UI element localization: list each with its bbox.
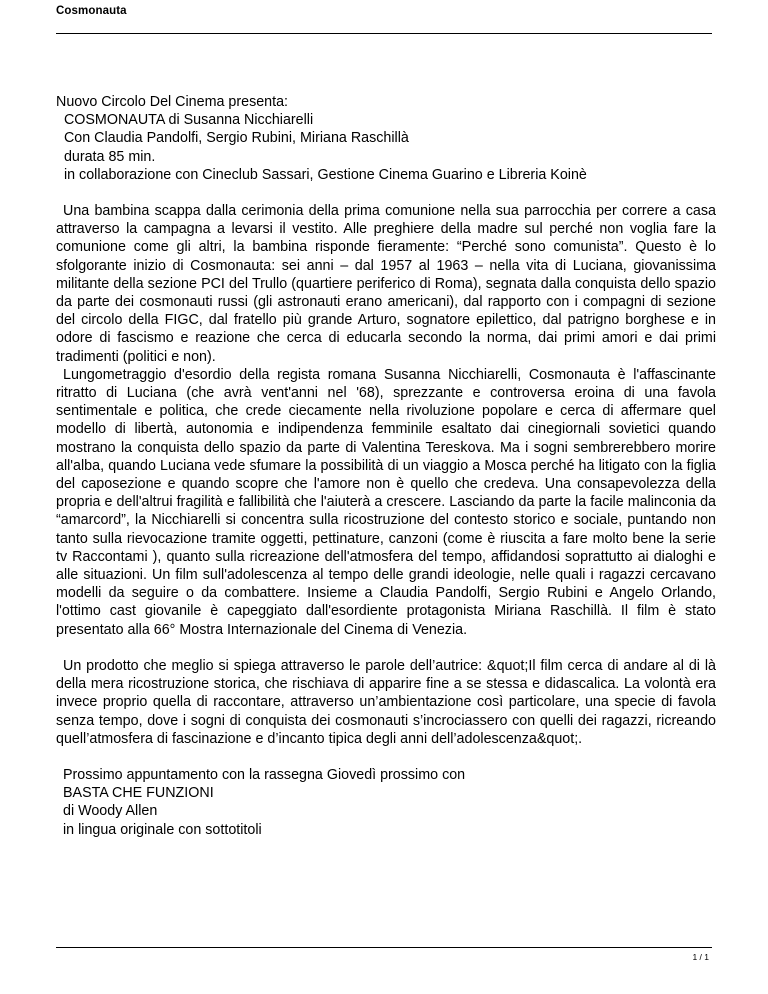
page-number: 1 / 1 <box>692 952 709 962</box>
intro-block <box>56 93 716 184</box>
quote-block <box>56 657 716 748</box>
next-screening-line: in lingua originale con sottotitoli <box>63 821 262 838</box>
paragraph: Lungometraggio d'esordio della regista romana Susanna Nicchiarelli, Cosmonauta è l'affascinante ritratto di Luciana (che avrà vent'anni nel '68), sprezzante e controversa eroina di una favola sentimentale e politica, che crede ciecamente nella rivoluzione popolare e cerca di affermare quel modello di libertà, autonomia e indipendenza femminile esaltato dai cinegiornali sovietici quando mostrano la conquista dello spazio da parte di Valentina Tereskova. Ma i sogni sembrerebbero morire all'alba, quando Luciana vede sfumare la possibilità di un viaggio a Mosca perché ha litigato con la figlia del caposezione e quando scopre che l'amore non è quello che credeva. Una consapevolezza della propria e dell'altrui fragilità e fallibilità che l'aiuterà a crescere. Lasciando da parte la facile malinconia da “amarcord”, la Nicchiarelli si concentra sulla ricostruzione del contesto storico e sociale, puntando non tanto sulla rievocazione tramite oggetti, pettinature, canzoni (come è riuscita a fare molto bene la serie tv Raccontami ), quanto sulla ricreazione dell'atmosfera del tempo, affidandosi soprattutto ai dialoghi e alle situazioni. Un film sull'adolescenza al tempo delle grandi ideologie, nelle quali i ragazzi cercavano modelli da seguire o da combattere. Insieme a Claudia Pandolfi, Sergio Rubini e Angelo Orlando, l'ottimo cast giovanile è capeggiato dall'esordiente protagonista Miriana Raschillà. Il film è stato presentato alla 66° Mostra Internazionale del Cinema di Venezia. <box>56 366 716 638</box>
next-screening-line: Prossimo appuntamento con la rassegna Giovedì prossimo con <box>63 766 466 783</box>
next-screening-line: BASTA CHE FUNZIONI <box>63 785 214 802</box>
paragraph: Un prodotto che meglio si spiega attraverso le parole dell’autrice: &quot;Il film cerca di andare al di là della mera ricostruzione storica, che rischiava di apparire fine a se stessa e didascalica. La volontà era invece proprio quella di raccontare, attraverso un’ambientazione così particolare, una specie di favola senza tempo, dove i sogni di conquista dei cosmonauti s’incrociassero con quelli dei ragazzi, ricreando quell’atmosfera di fascinazione e d’incanto tipica degli anni dell’adolescenza&quot;. <box>56 657 716 747</box>
next-screening-line: di Woody Allen <box>63 803 158 820</box>
footer-divider <box>56 947 712 948</box>
paragraph: Una bambina scappa dalla cerimonia della prima comunione nella sua parrocchia per correre a casa attraverso la campagna a levarsi il vestito. Alle preghiere della madre sul perché non voglia fare la comunione come gli altri, la bambina risponde fieramente: “Perché sono comunista”. Questo è lo sfolgorante inizio di Cosmonauta: sei anni – dal 1957 al 1963 – nella vita di Luciana, giovanissima militante della sezione PCI del Trullo (quartiere periferico di Roma), segnata dalla conquista dello spazio da parte dei cosmonauti russi (gli astronauti erano americani), dal rapporto con i compagni di sezione del circolo della FIGC, dal fratello più grande Arturo, sognatore epilettico, dal patrigno borghese e in odore di fascismo e reazione che cerca di educarla secondo la norma, dai primi amori e dai primi tradimenti (politici e non). <box>56 203 716 365</box>
intro-line: COSMONAUTA di Susanna Nicchiarelli <box>56 112 314 129</box>
intro-line: Nuovo Circolo Del Cinema presenta: <box>56 94 289 110</box>
page-header-title: Cosmonauta <box>56 5 127 17</box>
header-divider <box>56 33 712 34</box>
synopsis-block <box>56 202 716 639</box>
intro-line: in collaborazione con Cineclub Sassari, Gestione Cinema Guarino e Libreria Koinè <box>56 166 587 183</box>
intro-line: Con Claudia Pandolfi, Sergio Rubini, Miriana Raschillà <box>56 130 409 147</box>
next-screening-block <box>56 766 716 839</box>
intro-line: durata 85 min. <box>56 148 156 165</box>
document-body <box>56 93 716 839</box>
